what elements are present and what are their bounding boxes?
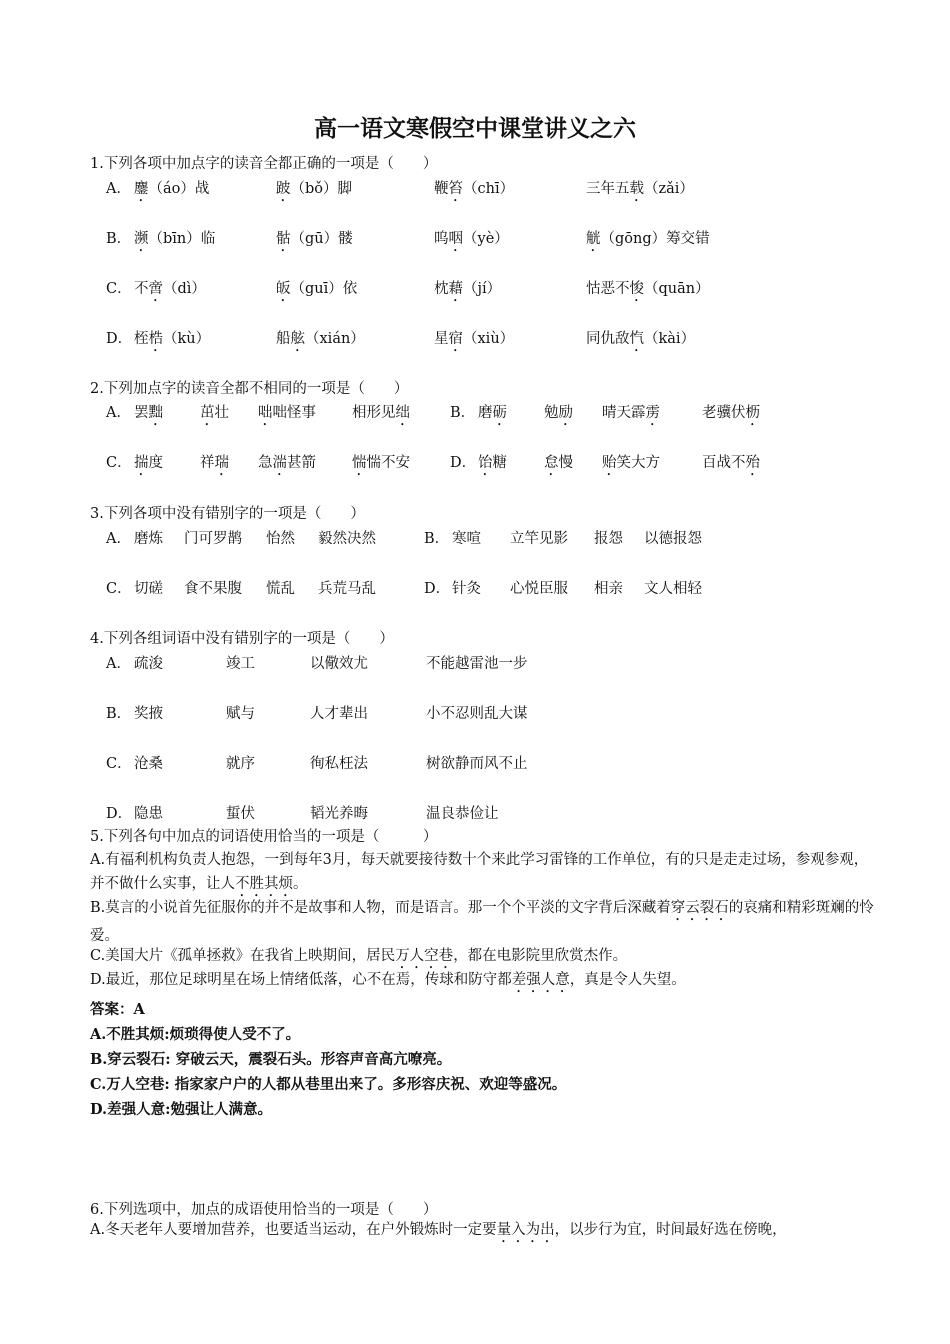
q4-option-d [106,802,886,822]
word-item: 立竿见影 [510,531,568,547]
word-item: 晴天霹雳 [602,405,660,421]
q1-option-c [106,277,886,297]
word-item: 百战不殆 [702,455,760,471]
option-label: D． [450,455,477,471]
pinyin-item: 骷（gū）髅 [276,231,353,247]
word-item: 老骥伏枥 [702,405,760,421]
option-label: C． [106,581,132,597]
word-item: 相亲 [594,581,623,597]
question-1-stem: 1.下列各项中加点字的读音全都正确的一项是（ ） [90,156,438,172]
option-label: B． [424,531,450,547]
word-item: 慌乱 [266,581,295,597]
option-label: C． [106,281,132,297]
option-label: D． [106,331,133,347]
word-item: 竣工 [226,656,255,672]
q5-note-a: A.不胜其烦:烦琐得使人受不了。 [90,1026,301,1043]
pinyin-item: 呜咽（yè） [434,231,509,247]
word-item: 贻笑大方 [602,455,660,471]
word-item: 揣度 [134,455,163,471]
word-item: 相形见绌 [352,405,410,421]
q5-option-c: C.美国大片《孤单拯救》在我省上映期间，居民万人空巷，都在电影院里欣赏杰作。 [90,948,628,964]
word-item: 韬光养晦 [310,806,368,822]
option-label: A． [106,656,131,672]
question-6-stem: 6.下列选项中，加点的成语使用恰当的一项是（ ） [90,1202,438,1218]
question-4-stem: 4.下列各组词语中没有错别字的一项是（ ） [90,631,394,647]
word-item: 温良恭俭让 [426,806,499,822]
pinyin-item: 鏖（áo）战 [134,181,210,197]
question-3-stem: 3.下列各项中没有错别字的一项是（ ） [90,506,365,522]
word-item: 以儆效尤 [310,656,368,672]
option-label: A． [106,531,131,547]
word-item: 祥瑞 [200,455,229,471]
word-item: 磨砺 [478,405,507,421]
q1-option-d [106,327,886,347]
option-label: C． [106,455,132,471]
pinyin-item: 濒（bīn）临 [134,231,216,247]
q1-option-b [106,227,886,247]
q3-options-ab [106,527,886,547]
option-label: D． [106,806,133,822]
q1-option-a [106,177,886,197]
word-item: 切磋 [134,581,163,597]
option-label: A． [106,181,131,197]
q5-option-d: D.最近，那位足球明星在场上情绪低落，心不在焉，传球和防守都差强人意，真是令人失望。 [90,972,686,988]
word-item: 寒喧 [452,531,481,547]
word-item: 毅然决然 [318,531,376,547]
word-item: 怠慢 [544,455,573,471]
q5-option-a: A.有福利机构负责人抱怨，一到每年3月，每天就要接待数十个来此学习雷锋的工作单位，有的只是走走过场，参观参观，并不做什么实事，让人不胜其烦。 [90,852,869,892]
word-item: 食不果腹 [184,581,242,597]
word-item: 饴糖 [478,455,507,471]
pinyin-item: 同仇敌忾（kài） [586,331,696,347]
q5-option-b: B.莫言的小说首先征服你的并不是故事和人物，而是语言。那一个个平淡的文字背后深藏着穿云裂石的哀痛和精彩斑斓的怜爱。 [90,900,874,944]
word-item: 勉励 [544,405,573,421]
pinyin-item: 鞭笞（chī） [434,181,515,197]
word-item: 以德报怨 [644,531,702,547]
q5-answer: 答案：A [90,1001,145,1018]
pinyin-item: 枕藉（jí） [434,281,502,297]
word-item: 赋与 [226,706,255,722]
option-label: B． [106,231,132,247]
word-item: 咄咄怪事 [258,405,316,421]
option-label: A． [106,405,131,421]
pinyin-item: 觥（gōng）筹交错 [586,231,710,247]
q2-options-cd [106,451,886,471]
option-label: B． [450,405,476,421]
option-label: C． [106,756,132,772]
word-item: 蜇伏 [226,806,255,822]
q4-option-a [106,652,886,672]
page-title: 高一语文寒假空中课堂讲义之六 [314,116,636,142]
word-item: 惴惴不安 [352,455,410,471]
q4-option-c [106,752,886,772]
question-2-stem: 2.下列加点字的读音全都不相同的一项是（ ） [90,381,409,397]
word-item: 小不忍则乱大谋 [426,706,528,722]
q5-note-b: B.穿云裂石: 穿破云天，震裂石头。形容声音高亢嘹亮。 [90,1051,452,1068]
q2-options-ab [106,401,886,421]
word-item: 就序 [226,756,255,772]
word-item: 心悦臣服 [510,581,568,597]
word-item: 罢黜 [134,405,163,421]
q3-options-cd [106,577,886,597]
pinyin-item: 皈（guī）依 [276,281,358,297]
word-item: 徇私枉法 [310,756,368,772]
option-label: B． [106,706,132,722]
word-item: 怡然 [266,531,295,547]
q6-option-a: A.冬天老年人要增加营养，也要适当运动，在户外锻炼时一定要量入为出，以步行为宜，时间最好选在傍晚， [90,1222,787,1238]
pinyin-item: 船舷（xián） [276,331,365,347]
word-item: 门可罗鹊 [184,531,242,547]
pinyin-item: 跛（bǒ）脚 [276,181,353,197]
word-item: 不能越雷池一步 [426,656,528,672]
word-item: 报怨 [594,531,623,547]
word-item: 兵荒马乱 [318,581,376,597]
pinyin-item: 桎梏（kù） [134,331,211,347]
word-item: 树欲静而风不止 [426,756,528,772]
word-item: 茁壮 [200,405,229,421]
q5-note-c: C.万人空巷: 指家家户户的人都从巷里出来了。多形容庆祝、欢迎等盛况。 [90,1076,567,1093]
word-item: 针灸 [452,581,481,597]
word-item: 磨炼 [134,531,163,547]
question-5-stem: 5.下列各句中加点的词语使用恰当的一项是（ ） [90,829,438,845]
word-item: 奖掖 [134,706,163,722]
q4-option-b [106,702,886,722]
word-item: 疏浚 [134,656,163,672]
pinyin-item: 不啻（dì） [134,281,206,297]
q5-note-d: D.差强人意:勉强让人满意。 [90,1101,272,1118]
pinyin-item: 怙恶不悛（quān） [586,281,710,297]
option-label: D． [424,581,451,597]
pinyin-item: 星宿（xiù） [434,331,515,347]
word-item: 文人相轻 [644,581,702,597]
word-item: 人才辈出 [310,706,368,722]
pinyin-item: 三年五载（zǎi） [586,181,694,197]
word-item: 隐患 [134,806,163,822]
word-item: 沧桑 [134,756,163,772]
word-item: 急湍甚箭 [258,455,316,471]
